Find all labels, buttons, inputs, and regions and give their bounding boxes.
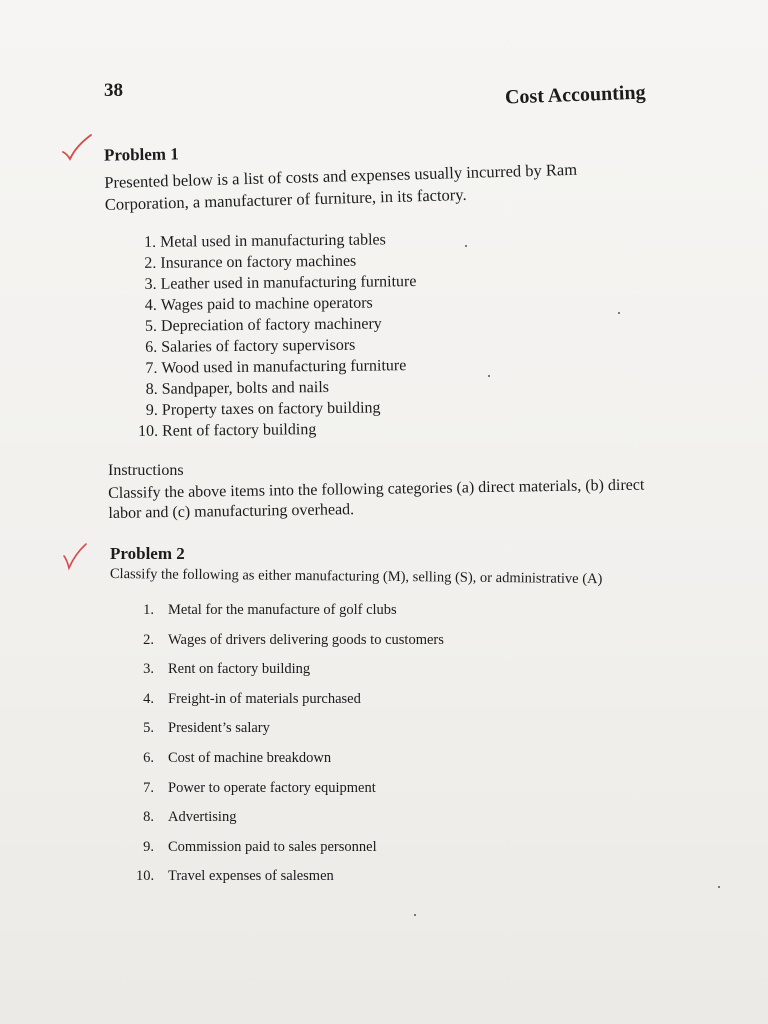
list-item-text: Wages paid to machine operators — [160, 294, 373, 314]
list-item-text: Rent on factory building — [168, 661, 311, 678]
list-item-number: 2. — [143, 631, 154, 648]
list-item-text: Leather used in manufacturing furniture — [160, 273, 417, 293]
list-item-number: 5. — [144, 317, 158, 335]
list-item-text: Wood used in manufacturing furniture — [161, 357, 407, 377]
list-item-text: Metal used in manufacturing tables — [160, 231, 386, 251]
list-item-text: Metal for the manufacture of golf clubs — [168, 602, 397, 618]
cost-item — [138, 417, 538, 442]
problem-2-title: Problem 2 — [110, 544, 185, 563]
page-header — [104, 76, 664, 116]
list-item-number: 4. — [144, 296, 157, 314]
list-item-text: Commission paid to sales personnel — [168, 838, 377, 855]
list-item-number: 4. — [143, 690, 154, 707]
page-number: 38 — [104, 80, 123, 101]
classification-item — [136, 839, 556, 869]
list-item-number: 10. — [138, 422, 159, 440]
list-item-number: 2. — [144, 254, 157, 272]
scan-speck — [414, 914, 416, 916]
check-mark-icon — [60, 540, 94, 574]
list-item-text: Rent of factory building — [161, 421, 317, 440]
classification-item — [136, 780, 556, 810]
problem-1-list — [136, 228, 538, 442]
list-item-text: Property taxes on factory building — [161, 399, 381, 419]
list-item-number: 10. — [136, 868, 155, 885]
list-item-number: 8. — [145, 380, 158, 398]
classification-item — [136, 661, 556, 691]
list-item-text: Wages of drivers delivering goods to customers — [168, 631, 444, 648]
check-mark-icon — [60, 132, 94, 166]
problem-2-list — [136, 602, 556, 898]
list-item-number: 8. — [143, 809, 154, 826]
scan-speck — [618, 312, 620, 314]
list-item-number: 1. — [143, 602, 154, 618]
scan-speck — [488, 375, 490, 377]
list-item-text: Cost of machine breakdown — [168, 749, 332, 766]
problem-1-intro: Presented below is a list of costs and expenses usually incurred by Ram Corporation, a manufacturer of furniture, in its factory. — [104, 159, 578, 214]
list-item-text: Insurance on factory machines — [160, 252, 357, 272]
list-item-number: 1. — [144, 233, 157, 251]
classification-item — [136, 809, 556, 839]
classification-item — [136, 691, 556, 721]
list-item-number: 3. — [143, 661, 154, 678]
list-item-number: 6. — [143, 749, 154, 766]
list-item-text: Freight-in of materials purchased — [168, 690, 361, 707]
list-item-text: Salaries of factory supervisors — [161, 336, 356, 356]
list-item-number: 6. — [145, 338, 158, 356]
book-title: Cost Accounting — [505, 81, 647, 109]
classification-item — [136, 602, 556, 632]
list-item-text: President’s salary — [168, 720, 270, 737]
list-item-number: 7. — [143, 779, 154, 796]
classification-item — [136, 868, 556, 898]
problem-2-intro: Classify the following as either manufacturing (M), selling (S), or administrative (A) — [109, 566, 603, 588]
list-item-number: 9. — [143, 838, 154, 855]
list-item-number: 5. — [143, 720, 154, 737]
list-item-text: Travel expenses of salesmen — [168, 868, 334, 885]
list-item-text: Power to operate factory equipment — [168, 779, 376, 796]
classification-item — [136, 750, 556, 780]
classification-item — [136, 632, 556, 662]
instructions-text: Classify the above items into the following categories (a) direct materials, (b) direct labor and (c) manufacturing overhead. — [108, 476, 645, 522]
list-item-text: Depreciation of factory machinery — [160, 315, 382, 335]
scan-speck — [718, 886, 720, 888]
instructions-heading: Instructions — [108, 462, 184, 479]
list-item-text: Advertising — [168, 809, 237, 826]
classification-item — [136, 720, 556, 750]
list-item-number: 3. — [144, 275, 157, 293]
list-item-number: 9. — [145, 401, 158, 419]
list-item-number: 7. — [145, 359, 158, 377]
problem-1-title: Problem 1 — [103, 144, 179, 165]
scan-speck — [465, 245, 467, 247]
list-item-text: Sandpaper, bolts and nails — [161, 378, 330, 398]
